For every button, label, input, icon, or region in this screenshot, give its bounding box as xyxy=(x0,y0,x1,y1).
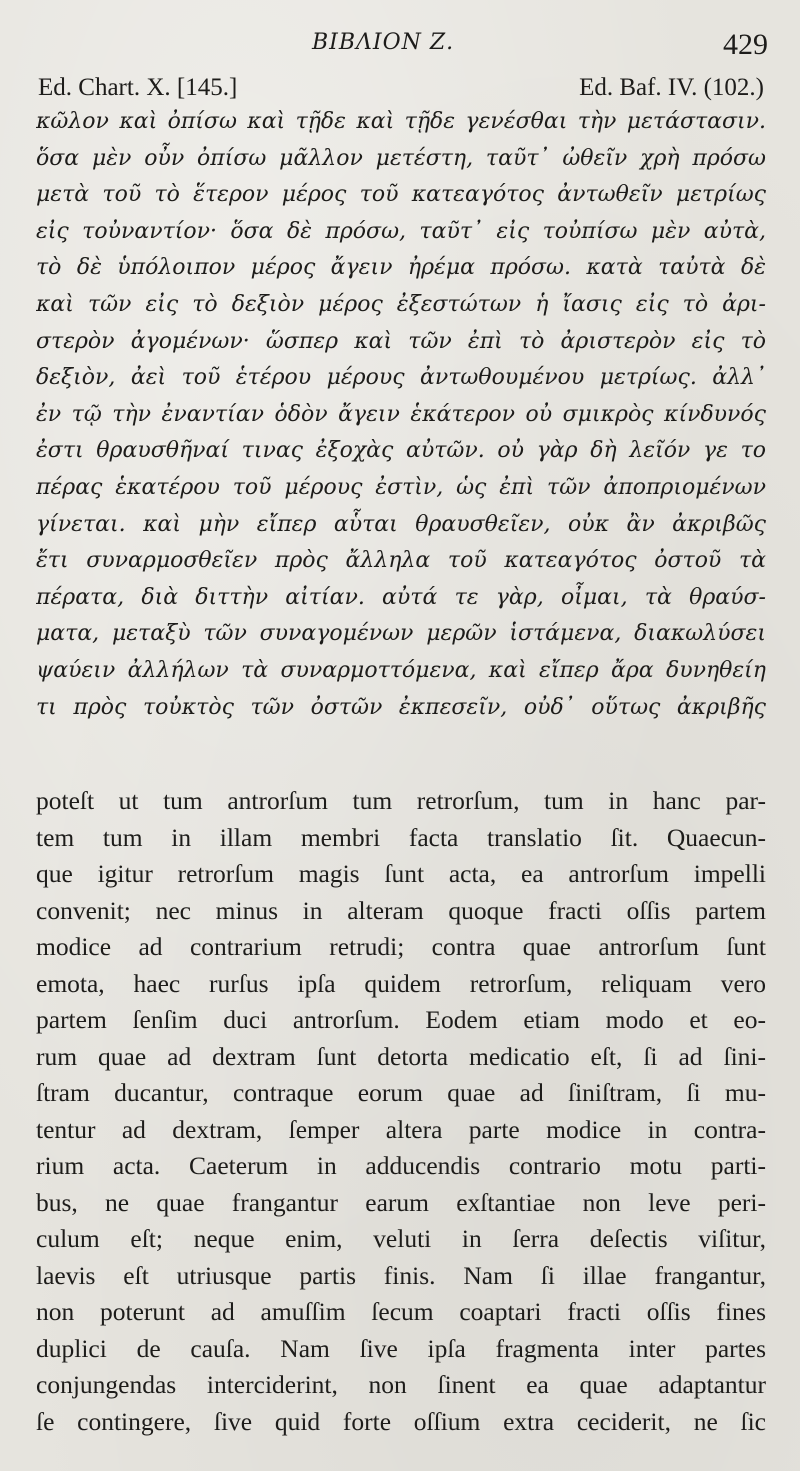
greek-line: καὶ τῶν εἰς τὸ δεξιὸν μέρος ἐξεστώτων ἡ ἴασις εἰς τὸ ἀρι- xyxy=(36,291,766,317)
greek-line: μετὰ τοῦ τὸ ἕτερον μέρος τοῦ κατεαγότος ἀντωθεῖν μετρίως xyxy=(36,182,766,208)
running-head xyxy=(0,28,800,64)
latin-line: partem ſenſim duci antrorſum. Eodem etiam modo et eo- xyxy=(36,1005,766,1034)
edition-reference-basel: Ed. Baf. IV. (102.) xyxy=(579,74,764,101)
greek-text-block xyxy=(36,104,766,726)
latin-line: culum eſt; neque enim, veluti in ſerra deſectis viſitur, xyxy=(36,1224,766,1253)
greek-line: τὸ δὲ ὑπόλοιπον μέρος ἄγειν ἠρέμα πρόσω. κατὰ ταὐτὰ δὲ xyxy=(36,255,766,281)
edition-references xyxy=(0,74,800,106)
greek-line: ματα, μεταξὺ τῶν συναγομένων μερῶν ἱστάμενα, διακωλύσει xyxy=(36,621,766,647)
latin-line: non poterunt ad amuſſim ſecum coaptari fracti oſſis fines xyxy=(36,1297,766,1326)
greek-line: γίνεται. καὶ μὴν εἴπερ αὗται θραυσθεῖεν, οὐκ ἂν ἀκριβῶς xyxy=(36,511,766,537)
latin-text-block xyxy=(36,783,766,1440)
latin-line: duplici de cauſa. Nam ſive ipſa fragmenta inter partes xyxy=(36,1333,766,1363)
edition-reference-chart: Ed. Chart. X. [145.] xyxy=(38,74,238,101)
latin-line: bus, ne quae frangantur earum exſtantiae non leve peri- xyxy=(36,1187,766,1217)
book-title: ΒΙΒΛΙΟΝ Ζ. xyxy=(312,30,455,55)
latin-line: ſe contingere, ſive quid forte oſſium extra ceciderit, ne ſic xyxy=(36,1406,766,1436)
latin-line: convenit; nec minus in alteram quoque fracti oſſis partem xyxy=(36,895,766,925)
greek-line: στερὸν ἀγομένων· ὥσπερ καὶ τῶν ἐπὶ τὸ ἀριστερὸν εἰς τὸ xyxy=(36,328,766,354)
latin-line: modice ad contrarium retrudi; contra quae antrorſum ſunt xyxy=(36,932,766,961)
latin-line: tentur ad dextram, ſemper altera parte modice in contra- xyxy=(36,1114,766,1144)
greek-line: τι πρὸς τοὐκτὸς τῶν ὀστῶν ἐκπεσεῖν, οὐδ᾽ οὕτως ἀκριβῆς xyxy=(36,694,766,720)
latin-line: ſtram ducantur, contraque eorum quae ad ſiniſtram, ſi mu- xyxy=(36,1078,766,1107)
greek-line: πέρατα, διὰ διττὴν αἰτίαν. αὐτά τε γὰρ, οἶμαι, τὰ θραύσ- xyxy=(36,584,766,610)
latin-line: que igitur retrorſum magis ſunt acta, ea antrorſum impelli xyxy=(36,859,766,888)
latin-line: rium acta. Caeterum in adducendis contrario motu parti- xyxy=(36,1151,766,1180)
latin-line: conjungendas interciderint, non ſinent ea quae adaptantur xyxy=(36,1370,766,1399)
latin-line: emota, haec rurſus ipſa quidem retrorſum, reliquam vero xyxy=(36,968,766,998)
greek-line: ἔτι συναρμοσθεῖεν πρὸς ἄλληλα τοῦ κατεαγότος ὀστοῦ τὰ xyxy=(36,548,766,574)
greek-line: πέρας ἑκατέρου τοῦ μέρους ἐστὶν, ὡς ἐπὶ τῶν ἀποπριομένων xyxy=(36,474,766,500)
latin-line: laevis eſt utriusque partis finis. Nam ſi illae frangantur, xyxy=(36,1260,766,1290)
greek-line: δεξιὸν, ἀεὶ τοῦ ἑτέρου μέρους ἀντωθουμένου μετρίως. ἀλλ᾽ xyxy=(36,365,766,391)
greek-line: ὅσα μὲν οὖν ὀπίσω μᾶλλον μετέστη, ταῦτ᾽ ὠθεῖν χρὴ πρόσω xyxy=(36,145,766,171)
latin-line: tem tum in illam membri facta translatio ſit. Quaecun- xyxy=(36,822,766,852)
greek-line: ἐν τῷ τὴν ἐναντίαν ὁδὸν ἄγειν ἑκάτερον οὐ σμικρὸς κίνδυνός xyxy=(36,401,766,427)
latin-line: poteſt ut tum antrorſum tum retrorſum, tum in hanc par- xyxy=(36,786,766,815)
greek-line: κῶλον καὶ ὀπίσω καὶ τῇδε καὶ τῇδε γενέσθαι τὴν μετάστασιν. xyxy=(36,109,766,134)
greek-line: ψαύειν ἀλλήλων τὰ συναρμοττόμενα, καὶ εἴπερ ἄρα δυνηθείη xyxy=(36,657,766,683)
page-number: 429 xyxy=(723,28,768,61)
latin-line: rum quae ad dextram ſunt detorta medicatio eſt, ſi ad ſini- xyxy=(36,1041,766,1071)
greek-line: ἐστι θραυσθῆναί τινας ἐξοχὰς αὐτῶν. οὐ γὰρ δὴ λεῖόν γε το xyxy=(36,438,766,464)
greek-line: εἰς τοὐναντίον· ὅσα δὲ πρόσω, ταῦτ᾽ εἰς τοὐπίσω μὲν αὐτὰ, xyxy=(36,218,766,244)
